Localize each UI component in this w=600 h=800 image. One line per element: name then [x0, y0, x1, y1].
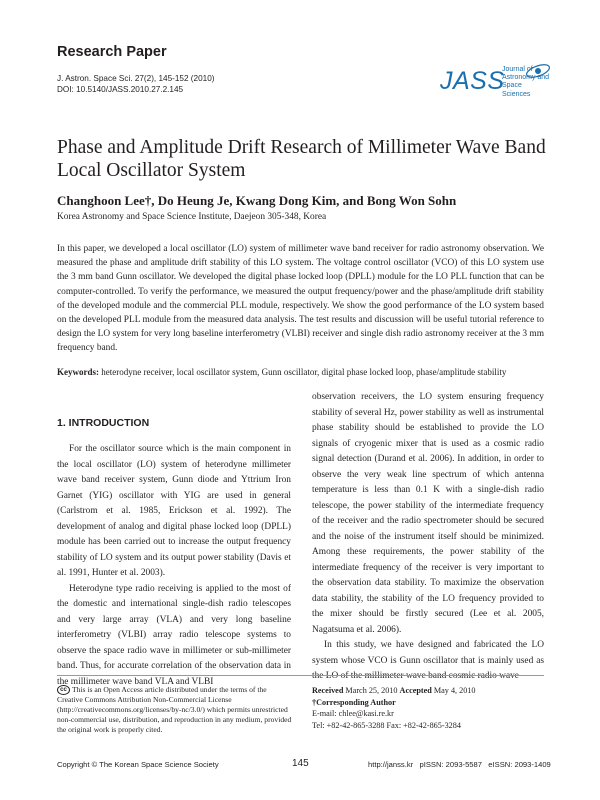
- author-list: Changhoon Lee†, Do Heung Je, Kwang Dong Kim, and Bong Won Sohn: [57, 193, 457, 208]
- paragraph: For the oscillator source which is the main component in the local oscillator (LO) system of heterodyne millimeter wave band receiver system, Gunn diode and Yttrium Iron Garnet (YIG) oscillator with YIG are used in general (Carlstrom et al. 1985, Erickson et al. 1992). The development of analog and digital phase locked loop (DPLL) module has been carried out to increase the output frequency stability of LO system and its output power stability (Davis et al. 1991, Hunter et al. 2003).: [57, 444, 291, 578]
- citation: J. Astron. Space Sci. 27(2), 145-152 (2010): [57, 74, 215, 83]
- license-text: This is an Open Access article distributed under the terms of the Creative Commons Attribution Non-Commercial License (http://creativecommons.org/licenses/by-nc/3.0/) which permits unrestricted non-commercial use, distribution, and reproduction in any medium, provided the original work is properly cited.: [57, 685, 292, 734]
- abstract: In this paper, we developed a local oscillator (LO) system of millimeter wave band receiver for radio astronomy observation. We measured the phase and amplitude drift stability of this LO system. The voltage control oscillator (VCO) of this LO system use the 3 mm band Gunn oscillator. We developed the digital phase locked loop (DPLL) module for the LO PLL function that can be computer-controlled. To verify the performance, we measured the output frequency/power and the phase/amplitude drift stability of the developed module and the commercial PLL module, respectively. We show the good performance of the LO system based on the developed PLL module from the measured data analysis. The test results and discussion will be useful tutorial reference to design the LO system for very long baseline interferometry (VLBI) receiver and single dish radio astronomy receiver at the 3 mm frequency band.: [57, 244, 544, 354]
- creative-commons-icon: cc: [57, 685, 70, 695]
- affiliation: Korea Astronomy and Space Science Institute, Daejeon 305-348, Korea: [57, 212, 327, 222]
- journal-logo: [440, 64, 550, 106]
- body-column-left: [57, 442, 291, 690]
- footnote-divider: [57, 675, 544, 676]
- logo-text: JASS: [440, 67, 505, 95]
- received-line: [312, 685, 544, 697]
- copyright: Copyright © The Korean Space Science Society: [57, 760, 219, 769]
- phone-fax: Tel: +82-42-865-3288 Fax: +82-42-865-3284: [312, 720, 461, 730]
- logo-sub-line: Astronomy and: [502, 74, 550, 82]
- body-column-right: [312, 390, 544, 685]
- article-type-label: Research Paper: [57, 44, 167, 60]
- paragraph: In this study, we have designed and fabricated the LO system whose VCO is Gunn oscillator that is mainly used as the LO of the millimeter wave band cosmic radio wave: [312, 640, 544, 681]
- accepted-label: Accepted: [399, 686, 432, 695]
- received-date: March 25, 2010: [343, 686, 400, 695]
- journal-info: [57, 73, 214, 95]
- doi: DOI: 10.5140/JASS.2010.27.2.145: [57, 85, 184, 94]
- logo-sub-line: Space Sciences: [502, 82, 531, 98]
- logo-sub-line: Journal of: [502, 66, 533, 73]
- license-note: [57, 685, 293, 734]
- corresponding-author: †Corresponding Author: [312, 697, 396, 707]
- paper-title: Phase and Amplitude Drift Research of Millimeter Wave Band Local Oscillator System: [57, 137, 546, 181]
- email: E-mail: chlee@kasi.re.kr: [312, 709, 394, 718]
- accepted-date: May 4, 2010: [431, 686, 476, 695]
- journal-url-issn: http://janss.kr pISSN: 2093-5587 eISSN: 2093-1409: [368, 760, 551, 769]
- received-label: Received: [312, 686, 344, 695]
- keywords-label: Keywords:: [57, 367, 99, 377]
- paragraph: Heterodyne type radio receiving is applied to the most of the domestic and international single-dish radio telescopes and very large array (VLA) and very long baseline interferometry (VLBI) array radio telescope systems to observe the space radio wave in millimeter or sub-millimeter band. Thus, for accurate correlation of the observation data in the millimeter wave band VLA and VLBI: [57, 583, 291, 687]
- orbit-icon: [524, 62, 554, 80]
- keywords: [57, 366, 544, 378]
- paragraph: observation receivers, the LO system ensuring frequency stability of several Hz, power stability as well as instrumental phase stability should be established to provide the LO signals of cryogenic mixer that is used as a cosmic radio signal detection (Durand et al. 2006). In addition, in order to observe the very weak line spectrum of which antenna temperature is less than 0.1 K with a single-dish radio telescope, the power stability of the intermediate frequency of the receiver and the radio spectrometer should be secured and the noise of the instrument itself should be minimized. Among these requirements, the power stability of the intermediate frequency of the receiver is very important to the observation data stability. To maximize the observation data stability, the stability of the LO frequency provided to the mixer should be firstly secured (Lee et al. 2005, Nagatsuma et al. 2006).: [312, 392, 544, 635]
- page-number: 145: [292, 758, 309, 769]
- article-history: [312, 685, 544, 731]
- keywords-text: heterodyne receiver, local oscillator system, Gunn oscillator, digital phase locked loop, phase/amplitude stability: [99, 367, 507, 377]
- section-heading: 1. INTRODUCTION: [57, 417, 150, 429]
